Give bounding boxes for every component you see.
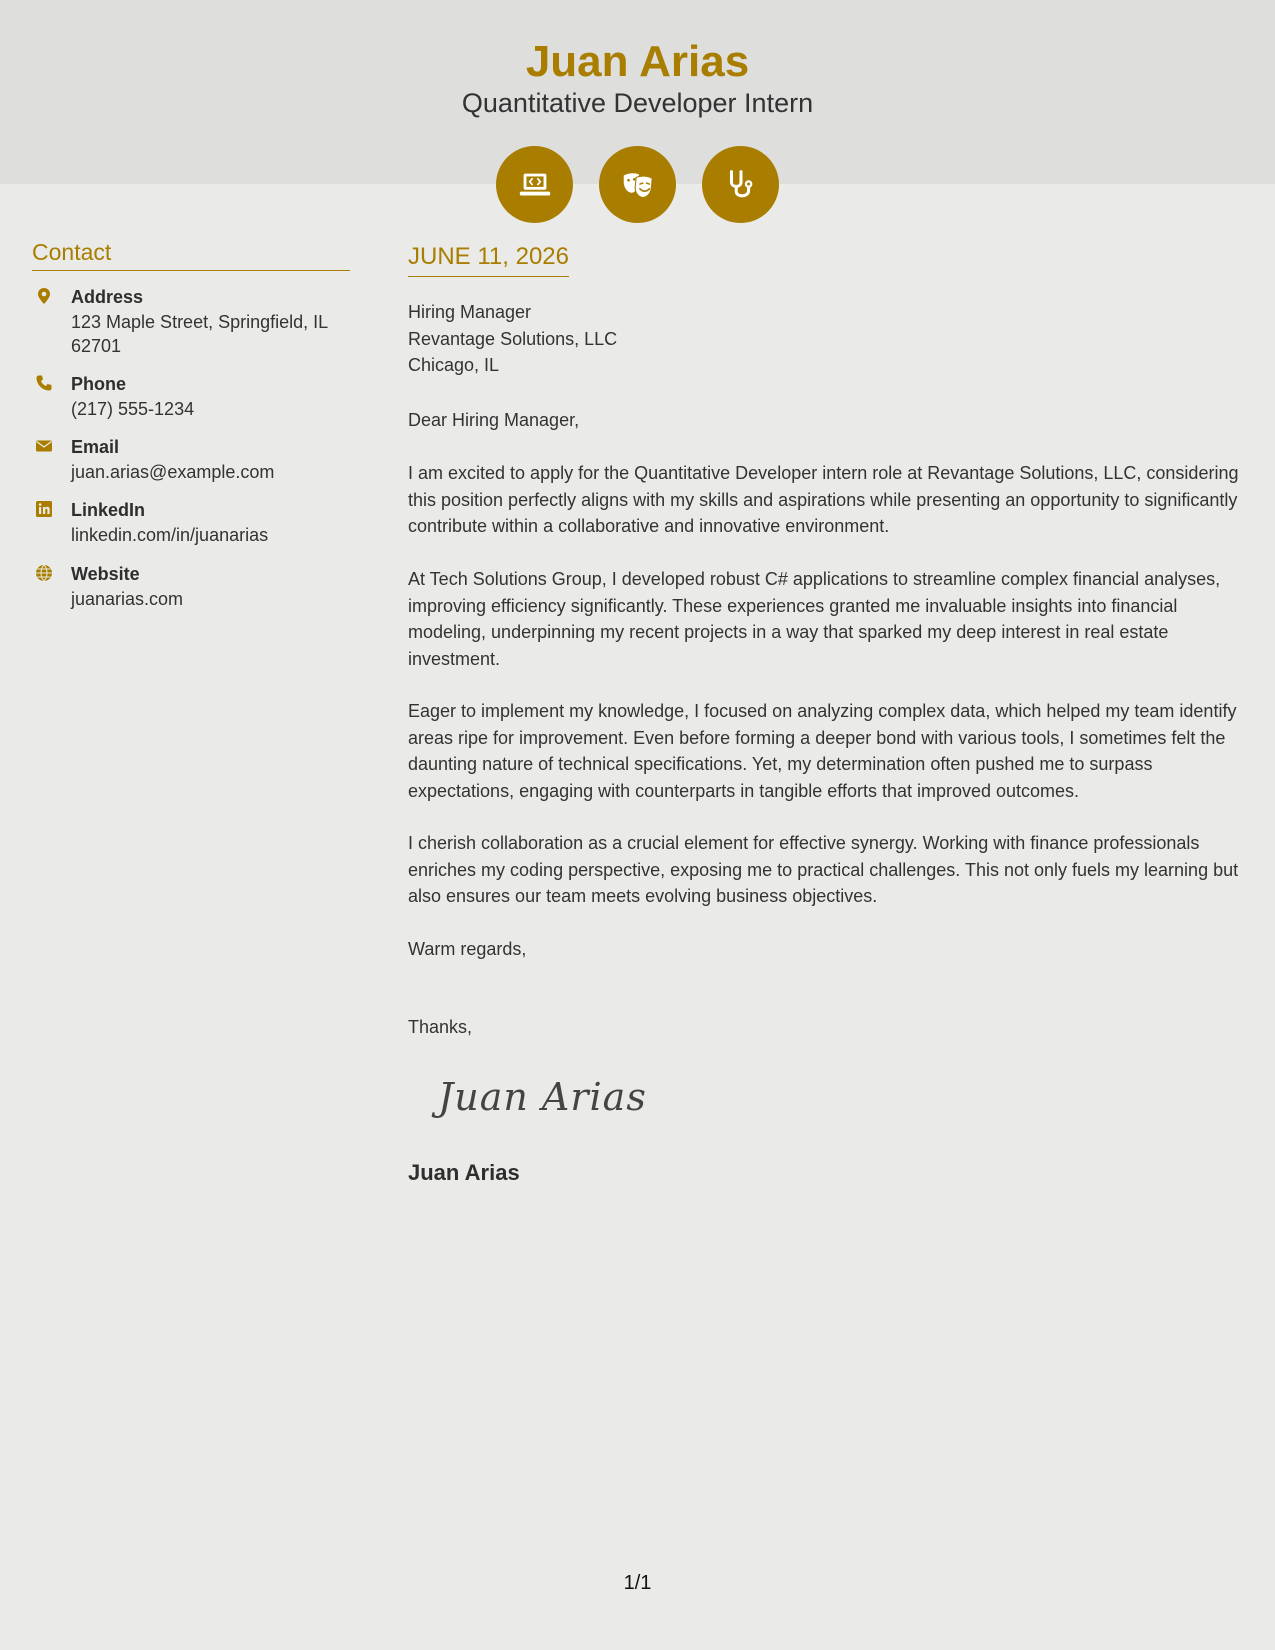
phone-icon <box>35 374 53 392</box>
signed-name: Juan Arias <box>408 1160 520 1185</box>
paragraph-1: I am excited to apply for the Quantitative Developer intern role at Revantage Solutions, LLC, considering this position perfectly aligns with my skills and aspirations while presenting an opportunity to significantly contribute within a collaborative and innovative environment. <box>408 463 1239 536</box>
recipient-location: Chicago, IL <box>408 355 500 375</box>
paragraph-2: At Tech Solutions Group, I developed robust C# applications to streamline complex financial analyses, improving efficiency significantly. These experiences granted me invaluable insights into financial modeling, underpinning my recent projects in a way that sparked my deep interest in real estate investment. <box>408 569 1221 669</box>
candidate-name: Juan Arias <box>525 37 750 86</box>
website-value: juanarias.com <box>71 589 184 609</box>
letter-date: JUNE 11, 2026 <box>408 242 569 277</box>
envelope-icon <box>35 437 53 455</box>
linkedin-value: linkedin.com/in/juanarias <box>71 525 269 545</box>
address-value: 123 Maple Street, Springfield, IL 62701 <box>71 312 328 356</box>
email-label: Email <box>71 437 120 457</box>
job-title: Quantitative Developer Intern <box>461 88 814 118</box>
recipient-company: Revantage Solutions, LLC <box>408 328 618 349</box>
phone-value: (217) 555-1234 <box>71 399 195 419</box>
stethoscope-icon <box>702 146 779 223</box>
address-label: Address <box>71 287 144 307</box>
signature: Juan Arias <box>438 1075 647 1119</box>
email-value: juan.arias@example.com <box>71 462 275 482</box>
salutation: Dear Hiring Manager, <box>408 410 580 430</box>
website-label: Website <box>71 564 140 584</box>
linkedin-label: LinkedIn <box>71 500 146 520</box>
laptop-code-icon <box>496 146 573 223</box>
closing: Warm regards, <box>408 939 527 959</box>
map-pin-icon <box>35 287 53 305</box>
theater-masks-icon <box>599 146 676 223</box>
recipient-name: Hiring Manager <box>408 302 532 322</box>
globe-icon <box>35 564 53 582</box>
contact-heading: Contact <box>32 238 350 271</box>
recipient-block <box>408 299 1248 379</box>
paragraph-3: Eager to implement my knowledge, I focused on analyzing complex data, which helped my team identify areas ripe for improvement. Even before forming a deeper bond with various tools, I sometimes felt the daunting nature of technical specifications. Yet, my determination often pushed me to surpass expectations, engaging with counterparts in tangible efforts that improved outcomes. <box>408 701 1237 801</box>
linkedin-icon <box>35 500 53 518</box>
paragraph-4: I cherish collaboration as a crucial element for effective synergy. Working with finance professionals enriches my coding perspective, exposing me to practical challenges. This not only fuels my learning but also ensures our team meets evolving business objectives. <box>408 833 1239 906</box>
page-number: 1/1 <box>623 1572 652 1594</box>
phone-label: Phone <box>71 374 127 394</box>
thanks: Thanks, <box>408 1017 473 1037</box>
